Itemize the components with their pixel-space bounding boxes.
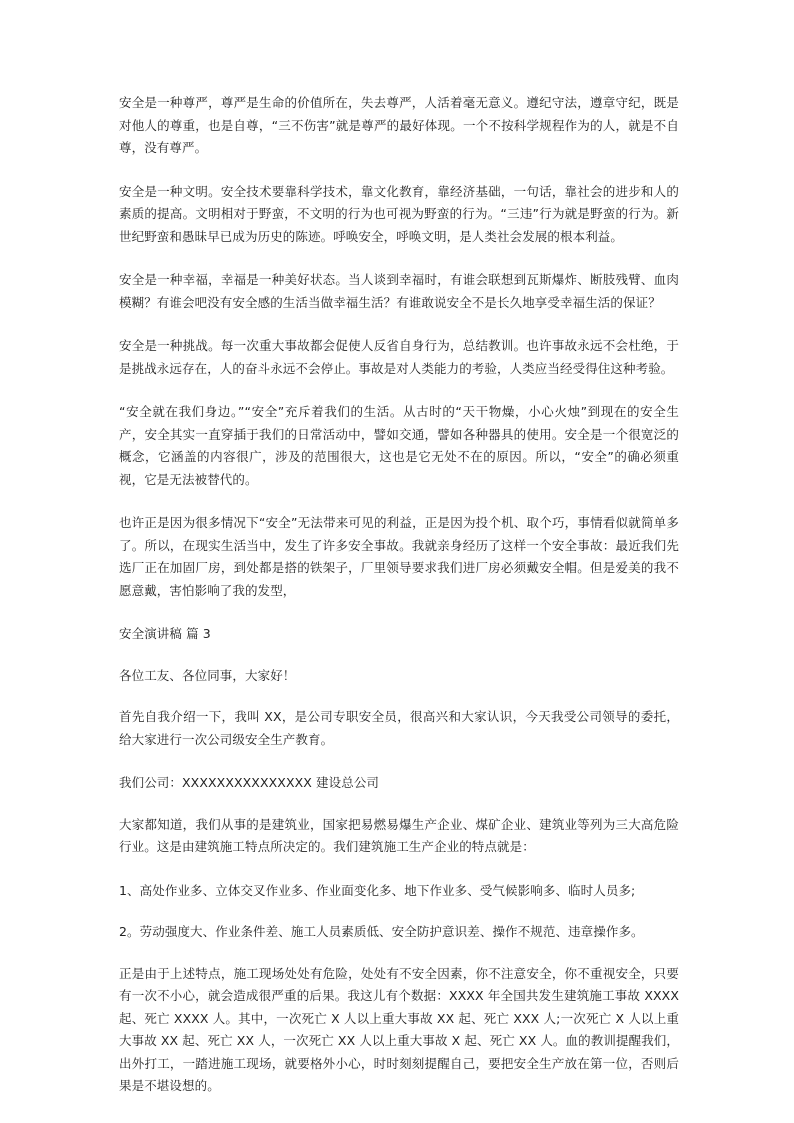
greeting: 各位工友、各位同事，大家好！ xyxy=(119,667,296,683)
paragraph-safety-dignity: 安全是一种尊严，尊严是生命的价值所在，失去尊严，人活着毫无意义。遵纪守法，遵章守纪，既是对他人的尊重，也是自尊，“三不伤害”就是尊严的最好体现。一个不按科学规程作为的人，就是不自尊，没有尊严。 xyxy=(119,95,679,155)
paragraph-safety-happiness: 安全是一种幸福，幸福是一种美好状态。当人谈到幸福时，有谁会联想到瓦斯爆炸、断肢残臂、血肉模糊？有谁会吧没有安全感的生活当做幸福生活？有谁敢说安全不是长久地享受幸福生活的保证？ xyxy=(119,272,679,310)
paragraph-self-introduction: 首先自我介绍一下，我叫 XX，是公司专职安全员，很高兴和大家认识，今天我受公司领导的委托，给大家进行一次公司级安全生产教育。 xyxy=(119,709,679,747)
paragraph-safety-around-us: “安全就在我们身边。”“安全”充斥着我们的生活。从古时的“天干物燥，小心火烛”到现在的安全生产，安全其实一直穿插于我们的日常活动中，譬如交通，譬如各种器具的使用。安全是一个很宽泛的概念，它涵盖的内容很广，涉及的范围很大，这也是它无处不在的原因。所以，“安全”的确必须重视，它是无法被替代的。 xyxy=(119,404,679,487)
company-name-line: 我们公司：XXXXXXXXXXXXXXX 建设总公司 xyxy=(119,775,380,790)
paragraph-safety-challenge: 安全是一种挑战。每一次重大事故都会促使人反省自身行为，总结教训。也许事故永远不会杜绝，于是挑战永远存在，人的奋斗永远不会停止。事故是对人类能力的考验，人类应当经受得住这种考验。 xyxy=(119,338,679,376)
list-item-1: 1、高处作业多、立体交叉作业多、作业面变化多、地下作业多、受气候影响多、临时人员多; xyxy=(119,882,636,898)
paragraph-industry-risk: 大家都知道，我们从事的是建筑业，国家把易燃易爆生产企业、煤矿企业、建筑业等列为三大高危险行业。这是由建筑施工特点所决定的。我们建筑施工生产企业的特点就是： xyxy=(119,816,679,854)
paragraph-safety-civilization: 安全是一种文明。安全技术要靠科学技术，靠文化教育，靠经济基础，一句话，靠社会的进步和人的素质的提高。文明相对于野蛮，不文明的行为也可视为野蛮的行为。“三违”行为就是野蛮的行为。新世纪野蛮和愚昧早已成为历史的陈迹。呼唤安全，呼唤文明，是人类社会发展的根本利益。 xyxy=(119,183,679,244)
document-body xyxy=(119,92,679,1119)
section-heading: 安全演讲稿 篇 3 xyxy=(119,626,211,641)
paragraph-personal-accident: 也许正是因为很多情况下“安全”无法带来可见的利益，正是因为投个机、取个巧，事情看似就简单多了。所以，在现实生活当中，发生了许多安全事故。我就亲身经历了这样一个安全事故：最近我们先选厂正在加固厂房，到处都是搭的铁架子，厂里领导要求我们进厂房必须戴安全帽。但是爱美的我不愿意戴，害怕影响了我的发型， xyxy=(119,515,679,598)
list-item-2: 2。劳动强度大、作业条件差、施工人员素质低、安全防护意识差、操作不规范、违章操作多。 xyxy=(119,924,644,939)
paragraph-accident-statistics: 正是由于上述特点，施工现场处处有危险，处处有不安全因素，你不注意安全，你不重视安全，只要有一次不小心，就会造成很严重的后果。我这儿有个数据：XXXX 年全国共发生建筑施工事故 XXXX 起、死亡 XXXX 人。其中，一次死亡 X 人以上重大事故 XX 起、死亡 XXX 人;一次死亡 X 人以上重大事故 XX 起、死亡 XX 人，一次死亡 XX 人以上重大事故 X 起、死亡 XX 人。血的教训提醒我们，出外打工，一踏进施工现场，就要格外小心，时时刻刻提醒自己，要把安全生产放在第一位，否则后果是不堪设想的。 xyxy=(119,965,679,1093)
